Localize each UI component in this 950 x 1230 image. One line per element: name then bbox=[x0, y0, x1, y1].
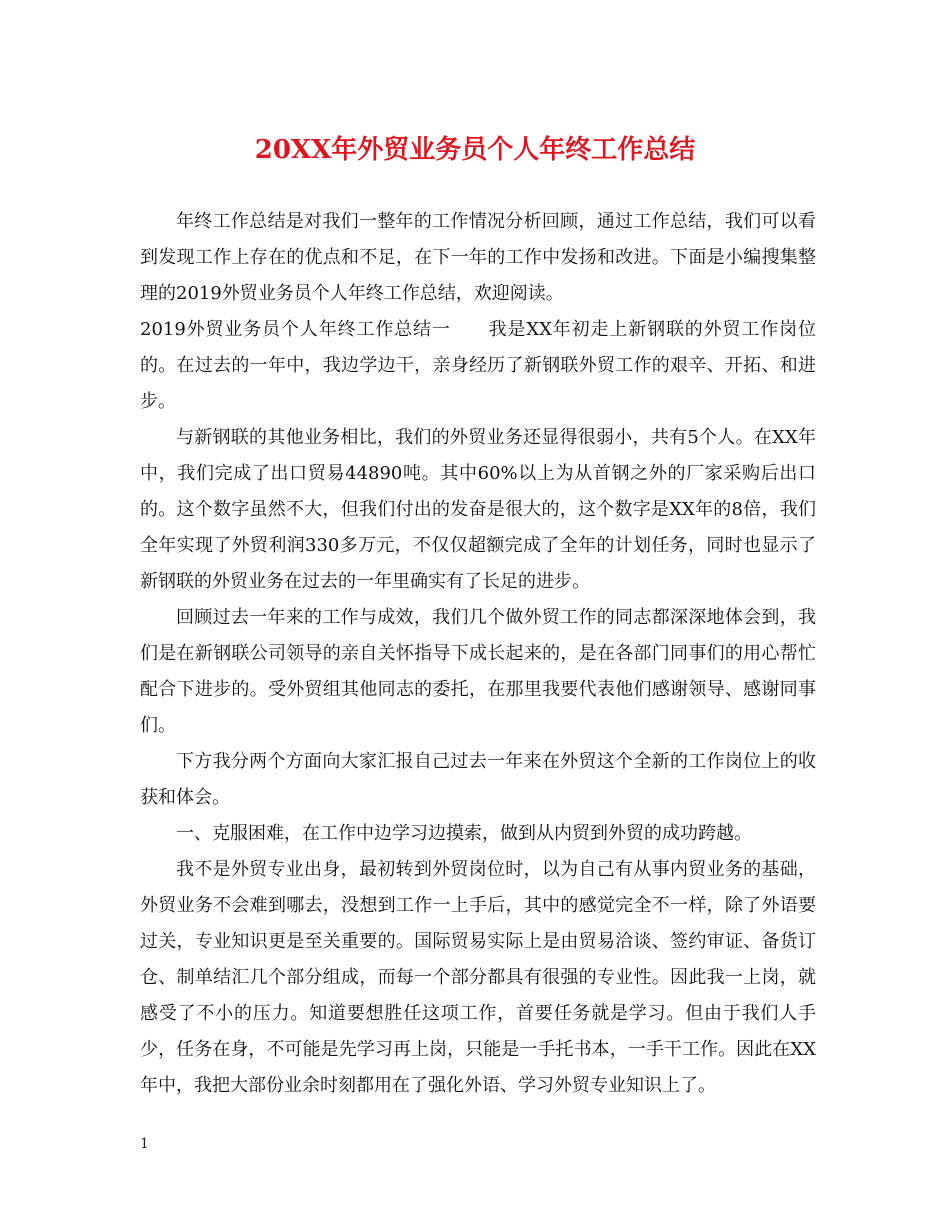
paragraph-report-intro: 下方我分两个方面向大家汇报自己过去一年来在外贸这个全新的工作岗位上的收获和体会。 bbox=[140, 751, 816, 808]
page-number: 1 bbox=[140, 1136, 149, 1152]
paragraph-business-overview: 与新钢联的其他业务相比，我们的外贸业务还显得很弱小，共有5个人。在XX年中，我们完成了出口贸易44890吨。其中60%以上为从首钢之外的厂家采购后出口的。这个数字虽然不大，但我们付出的发奋是很大的，这个数字是XX年的8倍，我们全年实现了外贸利润330多万元，不仅仅超额完成了全年的计划任务，同时也显示了新钢联的外贸业务在过去的一年里确实有了长足的进步。 bbox=[140, 427, 816, 592]
document-body bbox=[140, 204, 816, 1104]
paragraph-review: 回顾过去一年来的工作与成效，我们几个做外贸工作的同志都深深地体会到，我们是在新钢联公司领导的亲自关怀指导下成长起来的，是在各部门同事们的用心帮忙配合下进步的。受外贸组其他同志的委托，在那里我要代表他们感谢领导、感谢同事们。 bbox=[140, 607, 816, 736]
paragraph-learning: 我不是外贸专业出身，最初转到外贸岗位时，以为自己有从事内贸业务的基础，外贸业务不会难到哪去，没想到工作一上手后，其中的感觉完全不一样，除了外语要过关，专业知识更是至关重要的。国际贸易实际上是由贸易洽谈、签约审证、备货订仓、制单结汇几个部分组成，而每一个部分都具有很强的专业性。因此我一上岗，就感受了不小的压力。知道要想胜任这项工作，首要任务就是学习。但由于我们人手少，任务在身，不可能是先学习再上岗，只能是一手托书本，一手干工作。因此在XX年中，我把大部份业余时刻都用在了强化外语、学习外贸专业知识上了。 bbox=[140, 859, 816, 1096]
document-title: 20XX年外贸业务员个人年终工作总结 bbox=[254, 135, 696, 165]
paragraph-section-one-start: 2019外贸业务员个人年终工作总结一 我是XX年初走上新钢联的外贸工作岗位的。在过去的一年中，我边学边干，亲身经历了新钢联外贸工作的艰辛、开拓、和进步。 bbox=[140, 319, 816, 412]
paragraph-intro: 年终工作总结是对我们一整年的工作情况分析回顾，通过工作总结，我们可以看到发现工作上存在的优点和不足，在下一年的工作中发扬和改进。下面是小编搜集整理的2019外贸业务员个人年终工作总结，欢迎阅读。 bbox=[140, 211, 816, 304]
paragraph-heading-one: 一、克服困难，在工作中边学习边摸索，做到从内贸到外贸的成功跨越。 bbox=[176, 823, 752, 844]
